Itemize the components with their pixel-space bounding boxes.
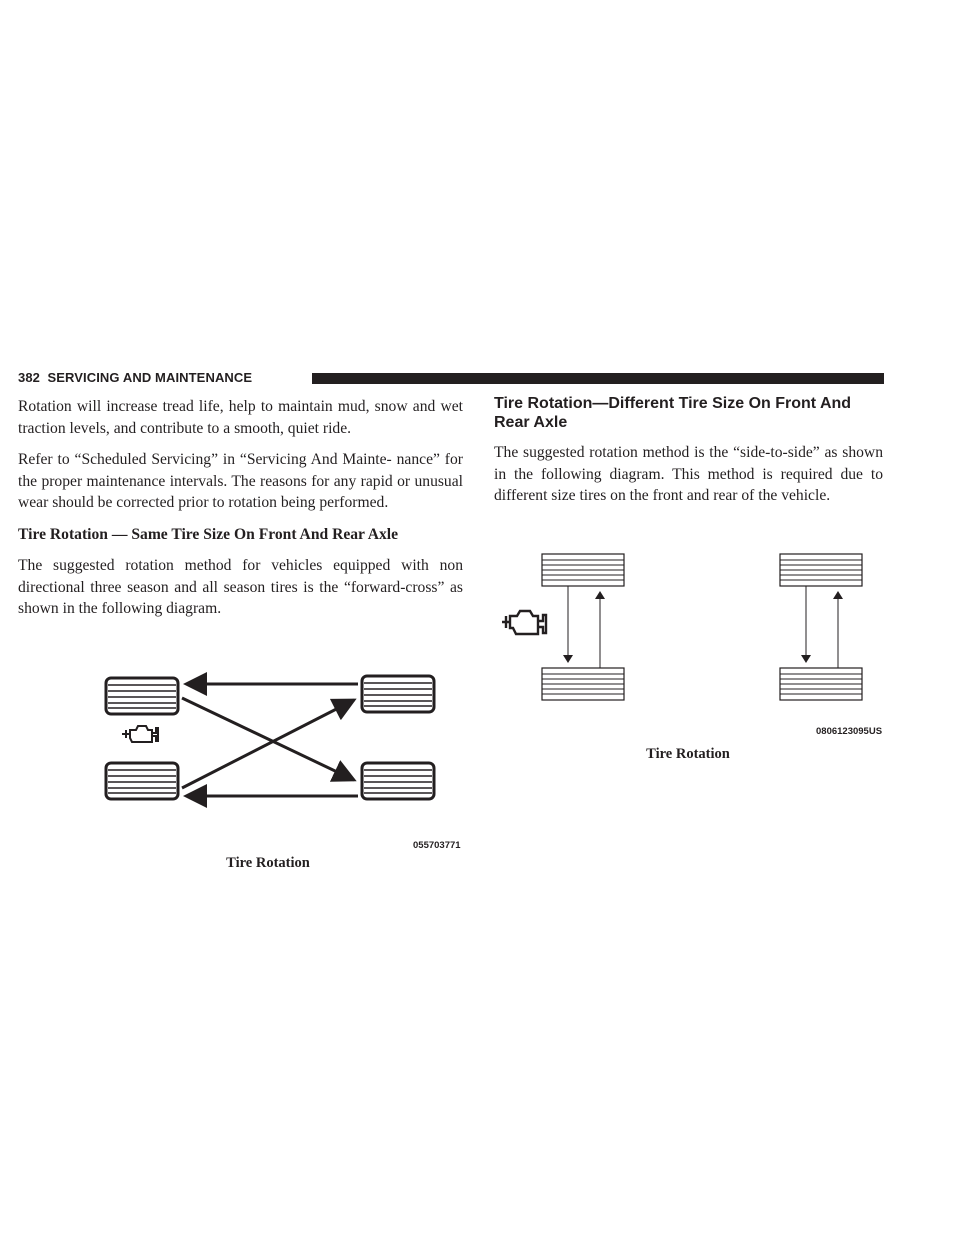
figure-id: 0806123095US xyxy=(816,726,883,737)
tire-right-rear xyxy=(780,668,862,700)
figure-side-to-side xyxy=(496,550,886,737)
paragraph-side-to-side: The suggested rotation method is the “side-to-side” as shown in the following diagram. This method is required due to different size tires on the front and rear of the vehicle. xyxy=(494,444,883,504)
forward-cross-diagram xyxy=(100,668,445,808)
section-title: SERVICING AND MAINTENANCE xyxy=(47,370,253,385)
paragraph-forward-cross: The suggested rotation method for vehicles equipped with non directional three season and all season tires is the “forward-cross” as shown in the following diagram. xyxy=(18,557,463,617)
figure-caption-left: Tire Rotation xyxy=(226,855,310,871)
arrow-rear-left-to-front-right xyxy=(182,700,354,788)
page-header xyxy=(18,369,884,389)
page-number: 382 xyxy=(18,370,40,385)
engine-icon xyxy=(122,726,158,742)
figure-id: 055703771 xyxy=(413,840,461,851)
figure-forward-cross xyxy=(100,668,461,851)
subheading-same-size: Tire Rotation — Same Tire Size On Front And Rear Axle xyxy=(18,525,399,543)
heading-different-size: Tire Rotation—Different Tire Size On Front And Rear Axle xyxy=(494,395,852,431)
figure-caption-right: Tire Rotation xyxy=(646,746,730,762)
tire-right-front xyxy=(780,554,862,586)
tire-rear-left xyxy=(106,763,178,799)
right-column xyxy=(494,394,883,517)
paragraph-scheduled-servicing: Refer to “Scheduled Servicing” in “Servicing And Mainte- nance” for the proper maintenance intervals. The reasons for any rapid or unusual wear should be corrected prior to rotation being performed. xyxy=(18,451,463,511)
tire-rear-right xyxy=(362,763,434,799)
tire-left-rear xyxy=(542,668,624,700)
engine-icon xyxy=(502,611,546,634)
header-text xyxy=(18,370,252,385)
left-column xyxy=(18,396,463,630)
header-rule xyxy=(312,373,884,384)
tire-front-left xyxy=(106,678,178,714)
side-to-side-diagram xyxy=(496,550,886,710)
tire-front-right xyxy=(362,676,434,712)
tire-left-front xyxy=(542,554,624,586)
arrow-front-left-to-rear-right xyxy=(182,698,354,780)
paragraph-rotation-benefits: Rotation will increase tread life, help to maintain mud, snow and wet traction levels, and contribute to a smooth, quiet ride. xyxy=(18,398,463,437)
